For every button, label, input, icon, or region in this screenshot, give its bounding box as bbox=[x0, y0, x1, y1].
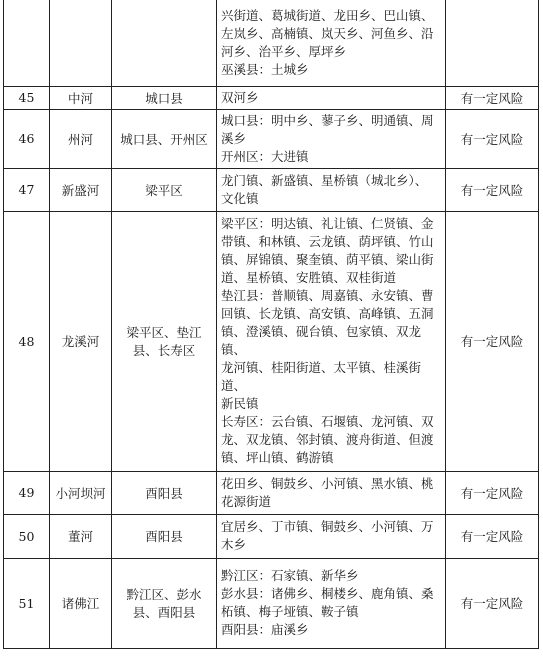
row-number: 45 bbox=[4, 86, 50, 109]
towns-line: 梁平区：明达镇、礼让镇、仁贤镇、金 bbox=[221, 216, 434, 231]
towns-line: 文化镇 bbox=[221, 190, 259, 206]
towns-cell bbox=[217, 471, 446, 514]
towns-line: 城口县：明中乡、蓼子乡、明通镇、周 bbox=[221, 112, 434, 128]
river-name: 龙溪河 bbox=[50, 211, 112, 471]
table-row bbox=[4, 109, 539, 168]
district-name: 梁平区、垫江县、长寿区 bbox=[112, 211, 217, 471]
towns-cell bbox=[217, 109, 446, 168]
towns-line: 花田乡、铜鼓乡、小河镇、黑水镇、桃 bbox=[221, 475, 434, 491]
towns-line: 宜居乡、丁市镇、铜鼓乡、小河镇、万 bbox=[221, 519, 434, 534]
risk-level: 有一定风险 bbox=[446, 558, 539, 648]
towns-line: 龙门镇、新盛镇、星桥镇（城北乡）、 bbox=[221, 172, 428, 188]
row-number: 48 bbox=[4, 211, 50, 471]
towns-line: 酉阳县：庙溪乡 bbox=[221, 622, 309, 637]
towns-line: 龙河镇、桂阳街道、太平镇、桂溪街道、 bbox=[221, 360, 422, 393]
table-row bbox=[4, 168, 539, 211]
towns-line: 黔江区：石家镇、新华乡 bbox=[221, 568, 359, 583]
towns-line: 彭水县：诸佛乡、桐楼乡、鹿角镇、桑 bbox=[221, 586, 434, 601]
district-name: 黔江区、彭水县、酉阳县 bbox=[112, 558, 217, 648]
row-number: 50 bbox=[4, 514, 50, 558]
towns-line: 花源街道 bbox=[221, 493, 272, 509]
towns-cell bbox=[217, 86, 446, 109]
district-name: 酉阳县 bbox=[112, 471, 217, 514]
towns-line: 兴街道、葛城街道、龙田乡、巴山镇、 bbox=[221, 7, 434, 23]
risk-level: 有一定风险 bbox=[446, 514, 539, 558]
row-number bbox=[4, 0, 50, 86]
risk-level: 有一定风险 bbox=[446, 168, 539, 211]
towns-cell bbox=[217, 0, 446, 86]
table-row bbox=[4, 558, 539, 648]
risk-level bbox=[446, 0, 539, 86]
towns-cell bbox=[217, 514, 446, 558]
risk-level: 有一定风险 bbox=[446, 211, 539, 471]
river-name: 中河 bbox=[50, 86, 112, 109]
towns-line: 镇、澄溪镇、砚台镇、包家镇、双龙镇、 bbox=[221, 324, 422, 357]
towns-line: 河乡、治平乡、厚坪乡 bbox=[221, 43, 347, 59]
river-name: 小河坝河 bbox=[50, 471, 112, 514]
district-name bbox=[112, 0, 217, 86]
towns-line: 溪乡 bbox=[221, 130, 247, 146]
towns-line: 镇、屏锦镇、聚奎镇、荫平镇、梁山街 bbox=[221, 252, 434, 267]
row-number: 51 bbox=[4, 558, 50, 648]
towns-cell bbox=[217, 558, 446, 648]
towns-cell bbox=[217, 211, 446, 471]
river-name: 诸佛江 bbox=[50, 558, 112, 648]
row-number: 46 bbox=[4, 109, 50, 168]
towns-cell bbox=[217, 168, 446, 211]
towns-line: 道、星桥镇、安胜镇、双桂街道 bbox=[221, 270, 397, 285]
table-row bbox=[4, 514, 539, 558]
towns-line: 木乡 bbox=[221, 537, 247, 552]
table-row bbox=[4, 86, 539, 109]
risk-level: 有一定风险 bbox=[446, 86, 539, 109]
district-name: 梁平区 bbox=[112, 168, 217, 211]
row-number: 49 bbox=[4, 471, 50, 514]
river-name: 新盛河 bbox=[50, 168, 112, 211]
district-name: 城口县、开州区 bbox=[112, 109, 217, 168]
row-number: 47 bbox=[4, 168, 50, 211]
risk-level: 有一定风险 bbox=[446, 109, 539, 168]
river-name: 董河 bbox=[50, 514, 112, 558]
towns-line: 开州区：大进镇 bbox=[221, 148, 309, 164]
towns-line: 龙、双龙镇、邻封镇、渡舟街道、但渡 bbox=[221, 432, 434, 447]
towns-line: 垫江县：普顺镇、周嘉镇、永安镇、曹 bbox=[221, 288, 434, 303]
towns-line: 双河乡 bbox=[221, 89, 259, 105]
towns-line: 新民镇 bbox=[221, 396, 259, 411]
table-row bbox=[4, 471, 539, 514]
river-name bbox=[50, 0, 112, 86]
towns-line: 回镇、长龙镇、高安镇、高峰镇、五洞 bbox=[221, 306, 434, 321]
district-name: 城口县 bbox=[112, 86, 217, 109]
river-name: 州河 bbox=[50, 109, 112, 168]
river-risk-table bbox=[3, 0, 539, 649]
risk-level: 有一定风险 bbox=[446, 471, 539, 514]
towns-line: 柘镇、梅子垭镇、鞍子镇 bbox=[221, 604, 359, 619]
table-row bbox=[4, 0, 539, 86]
towns-line: 左岚乡、高楠镇、岚天乡、河鱼乡、沿 bbox=[221, 25, 434, 41]
towns-line: 巫溪县：土城乡 bbox=[221, 61, 309, 77]
towns-line: 长寿区：云台镇、石堰镇、龙河镇、双 bbox=[221, 414, 434, 429]
district-name: 酉阳县 bbox=[112, 514, 217, 558]
towns-line: 带镇、和林镇、云龙镇、荫坪镇、竹山 bbox=[221, 234, 434, 249]
table-row bbox=[4, 211, 539, 471]
towns-line: 镇、坪山镇、鹤游镇 bbox=[221, 450, 334, 465]
